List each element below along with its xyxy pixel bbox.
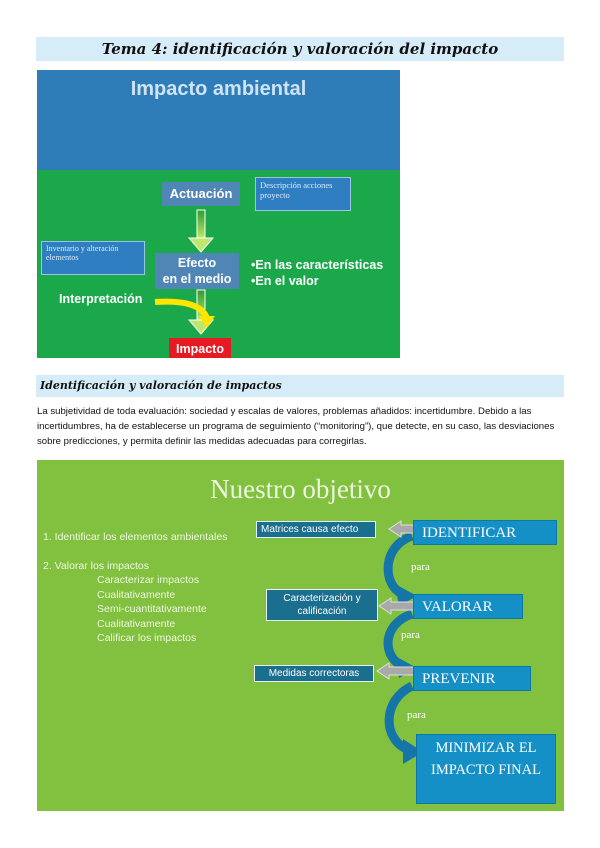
section-paragraph: La subjetividad de toda evaluación: sociedad y escalas de valores, problemas añadidos: incertidumbre. Debido a las incertidumbres, ha de establecerse un programa de seguimiento (“monitoring”), que detecte, en su caso, las desviaciones sobre predicciones, y permita definir las medidas adecuadas para corregirlas. bbox=[37, 406, 555, 447]
prevenir-box: PREVENIR bbox=[413, 666, 531, 691]
caracterizacion-box: Caracterización y calificación bbox=[266, 589, 378, 621]
list-item: Semi-cuantitativamente bbox=[97, 603, 207, 615]
list-item: Cualitativamente bbox=[97, 617, 176, 630]
page-title: Tema 4: identificación y valoración del impacto bbox=[101, 40, 499, 58]
interpretacion-label: Interpretación bbox=[59, 292, 143, 306]
para-label: para bbox=[407, 709, 426, 721]
efecto-line2: en el medio bbox=[162, 272, 232, 286]
efecto-medio-box bbox=[155, 253, 239, 289]
list-item: 2. Valorar los impactos bbox=[43, 559, 150, 572]
slide2-title: Nuestro objetivo bbox=[210, 474, 391, 504]
efecto-line1: Efecto bbox=[177, 256, 217, 270]
bullet-valor: •En el valor bbox=[251, 274, 319, 288]
list-item: Cualitativamente bbox=[97, 588, 176, 601]
slide1-arrows bbox=[37, 70, 400, 358]
list-item: Caracterizar impactos bbox=[97, 574, 200, 586]
slide-impacto-ambiental bbox=[37, 70, 400, 358]
slide-nuestro-objetivo bbox=[37, 460, 564, 811]
down-arrow-icon bbox=[189, 210, 213, 252]
valorar-box: VALORAR bbox=[413, 594, 523, 619]
identificar-box: IDENTIFICAR bbox=[413, 520, 557, 545]
slide1-title: Impacto ambiental bbox=[130, 78, 307, 100]
minimizar-box: MINIMIZAR EL IMPACTO FINAL bbox=[416, 734, 556, 804]
actuacion-box: Actuación bbox=[162, 182, 240, 206]
medidas-box: Medidas correctoras bbox=[254, 665, 374, 682]
list-item: Calificar los impactos bbox=[97, 632, 197, 644]
list-item: 1. Identificar los elementos ambientales bbox=[43, 531, 228, 543]
impacto-box: Impacto bbox=[169, 338, 231, 358]
bullet-caracteristicas: •En las características bbox=[251, 258, 384, 272]
efecto-bullets bbox=[251, 257, 383, 289]
para-label: para bbox=[401, 629, 420, 641]
descripcion-acciones-box: Descripción acciones proyecto bbox=[255, 177, 351, 211]
para-label: para bbox=[411, 561, 430, 573]
section-title: Identificación y valoración de impactos bbox=[40, 379, 282, 392]
matrices-box: Matrices causa efecto bbox=[256, 521, 376, 538]
title-band bbox=[36, 37, 564, 61]
curved-arrow-icon bbox=[155, 302, 215, 328]
section-header-band bbox=[36, 375, 564, 397]
inventario-box: Inventario y alteración elementos bbox=[41, 241, 145, 275]
